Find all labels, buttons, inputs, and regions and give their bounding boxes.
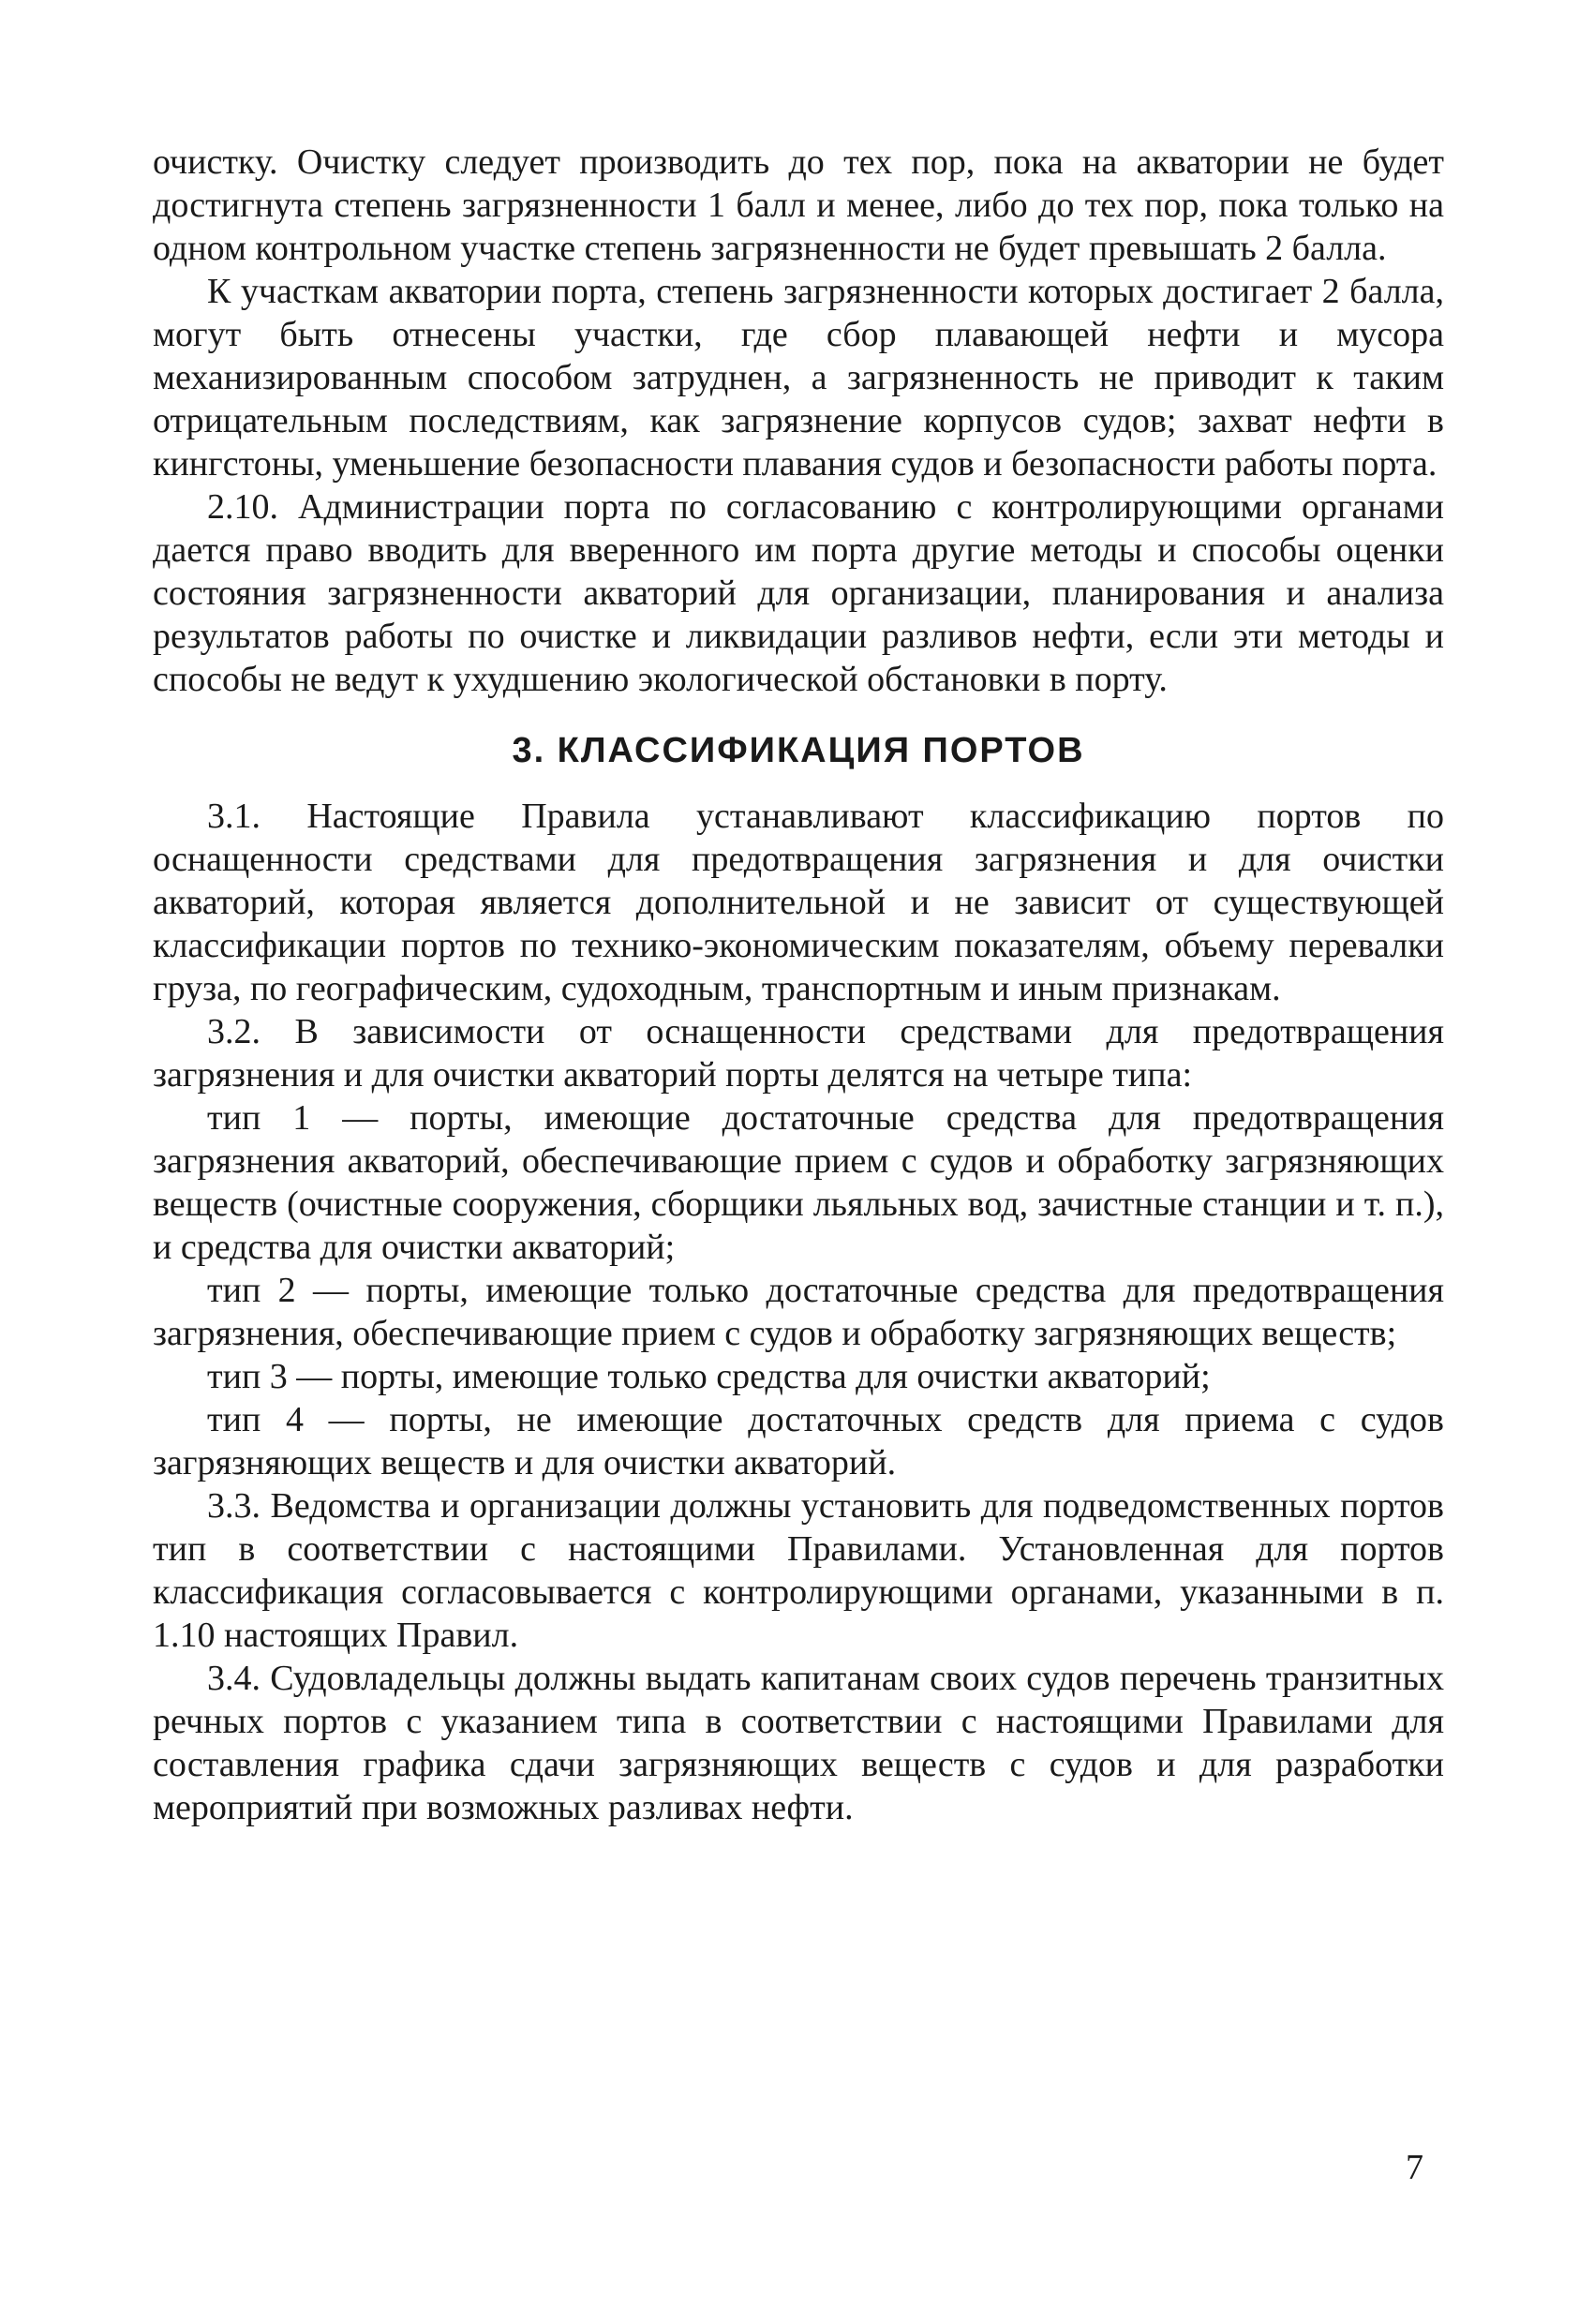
port-type-1: тип 1 — порты, имеющие достаточные средства для предотвращения загрязнения акваторий, обеспечивающие прием с судов и обработку загрязняющих веществ (очистные сооружения, сборщики льяльных вод, зачистные станции и т. п.), и средства для очистки акваторий; xyxy=(153,1098,1444,1267)
paragraph-3-4: 3.4. Судовладельцы должны выдать капитанам своих судов перечень транзитных речных портов с указанием типа в соответствии с настоящими Правилами для составления графика сдачи загрязняющих веществ с судов и для разработки мероприятий при возможных разливах нефти. xyxy=(153,1659,1444,1827)
page-number: 7 xyxy=(1406,2148,1423,2187)
document-page xyxy=(153,141,1444,1829)
paragraph-continuation: очистку. Очистку следует производить до тех пор, пока на акватории не будет достигнута степень загрязненности 1 балл и менее, либо до тех пор, пока только на одном контрольном участке степень загрязненности не будет превышать 2 балла. xyxy=(153,142,1444,268)
paragraph-3-3: 3.3. Ведомства и организации должны установить для подведомственных портов тип в соответствии с настоящими Правилами. Установленная для портов классификация согласовывается с контролирующими органами, указанными в п. 1.10 настоящих Правил. xyxy=(153,1486,1444,1655)
paragraph-2-10: 2.10. Администрации порта по согласованию с контролирующими органами дается право вводить для вверенного им порта другие методы и способы оценки состояния загрязненности акваторий для организации, планирования и анализа результатов работы по очистке и ликвидации разливов нефти, если эти методы и способы не ведут к ухудшению экологической обстановки в порту. xyxy=(153,487,1444,699)
port-type-2: тип 2 — порты, имеющие только достаточные средства для предотвращения загрязнения, обеспечивающие прием с судов и обработку загрязняющих веществ; xyxy=(153,1271,1444,1353)
port-type-4: тип 4 — порты, не имеющие достаточных средств для приема с судов загрязняющих веществ и для очистки акваторий. xyxy=(153,1400,1444,1482)
paragraph-3-1: 3.1. Настоящие Правила устанавливают классификацию портов по оснащенности средствами для предотвращения загрязнения и для очистки акваторий, которая является дополнительной и не зависит от существующей классификации портов по технико-экономическим показателям, объему перевалки груза, по географическим, судоходным, транспортным и иным признакам. xyxy=(153,797,1444,1008)
paragraph-low-pollution-areas: К участкам акватории порта, степень загрязненности которых достигает 2 балла, могут быть отнесены участки, где сбор плавающей нефти и мусора механизированным способом затруднен, а загрязненность не приводит к таким отрицательным последствиям, как загрязнение корпусов судов; захват нефти в кингстоны, уменьшение безопасности плавания судов и безопасности работы порта. xyxy=(153,272,1444,484)
paragraph-3-2: 3.2. В зависимости от оснащенности средствами для предотвращения загрязнения и для очистки акваторий порты делятся на четыре типа: xyxy=(153,1012,1444,1095)
section-heading: 3. КЛАССИФИКАЦИЯ ПОРТОВ xyxy=(512,731,1085,770)
port-type-3: тип 3 — порты, имеющие только средства для очистки акваторий; xyxy=(207,1357,1211,1396)
